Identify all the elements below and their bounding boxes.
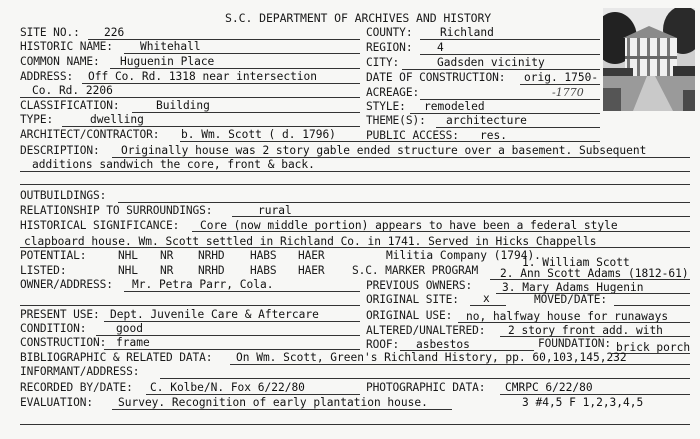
address-line-1	[82, 83, 360, 84]
outbuildings-label: OUTBUILDINGS:	[20, 189, 107, 202]
recorded-by-label: RECORDED BY/DATE:	[20, 381, 133, 394]
common-name-value: Huguenin Place	[120, 55, 215, 68]
significance-value-2: clapboard house. Wm. Scott settled in Richland Co. in 1741. Served in Hicks Chappells	[24, 235, 597, 248]
historic-name-label: HISTORIC NAME:	[20, 40, 113, 53]
potential-habs: HABS	[250, 249, 277, 262]
house-photo	[603, 8, 695, 111]
foundation-value: brick porch	[616, 341, 691, 354]
bibliographic-line	[230, 364, 690, 365]
listed-haer: HAER	[298, 264, 325, 277]
address-value-2: Co. Rd. 2206	[32, 84, 113, 97]
common-name-label: COMMON NAME:	[20, 55, 100, 68]
significance-value-3: Militia Company (1794).	[386, 249, 541, 262]
classification-value: Building	[156, 99, 210, 112]
site-no-value: 226	[104, 26, 125, 39]
card-header: S.C. DEPARTMENT OF ARCHIVES AND HISTORY	[225, 11, 492, 25]
significance-line-1	[192, 231, 690, 232]
moved-date-label: MOVED/DATE:	[534, 293, 607, 306]
themes-label: THEME(S):	[366, 114, 426, 127]
address-line-2	[20, 97, 360, 98]
description-line-2	[20, 171, 690, 172]
public-access-label: PUBLIC ACCESS:	[366, 129, 459, 142]
previous-owner-1: 1. William Scott	[522, 256, 630, 269]
architect-label: ARCHITECT/CONTRACTOR:	[20, 128, 160, 141]
listed-nrhd: NRHD	[198, 264, 225, 277]
region-label: REGION:	[366, 41, 413, 54]
classification-label: CLASSIFICATION:	[20, 99, 120, 112]
county-value: Richland	[440, 26, 494, 39]
previous-owners-label: PREVIOUS OWNERS:	[366, 279, 473, 292]
original-site-line	[470, 305, 506, 306]
evaluation-value: Survey. Recognition of early plantation house.	[118, 396, 428, 409]
original-use-label: ORIGINAL USE:	[366, 309, 453, 322]
listed-label: LISTED:	[20, 264, 67, 277]
present-use-label: PRESENT USE:	[20, 308, 100, 321]
themes-value: architecture	[446, 114, 527, 127]
altered-label: ALTERED/UNALTERED:	[366, 324, 486, 337]
region-line	[420, 54, 600, 55]
date-construction-line	[520, 84, 600, 85]
roof-label: ROOF:	[366, 338, 400, 351]
architect-access-line	[180, 141, 600, 142]
historic-name-line	[124, 53, 360, 54]
type-label: TYPE:	[20, 113, 54, 126]
type-value: dwelling	[90, 113, 144, 126]
photographic-data-line	[500, 394, 690, 395]
city-value: Gadsden vicinity	[437, 56, 545, 69]
evaluation-line	[112, 409, 452, 410]
bibliographic-label: BIBLIOGRAPHIC & RELATED DATA:	[20, 351, 213, 364]
common-name-line	[110, 68, 360, 69]
construction-label: CONSTRUCTION:	[20, 336, 107, 349]
foundation-label: FOUNDATION:	[538, 337, 611, 350]
owner-extra-line	[20, 305, 360, 306]
altered-value: 2 story front add. with	[508, 324, 663, 337]
bottom-line	[20, 424, 690, 425]
listed-nr: NR	[160, 264, 174, 277]
significance-label: HISTORICAL SIGNIFICANCE:	[20, 219, 180, 232]
relationship-label: RELATIONSHIP TO SURROUNDINGS:	[20, 204, 213, 217]
informant-line	[160, 378, 690, 379]
site-no-line	[88, 39, 360, 40]
address-label: ADDRESS:	[20, 70, 74, 83]
date-handwritten-note: -1770	[552, 86, 584, 99]
potential-nhl: NHL	[118, 249, 138, 262]
listed-nhl: NHL	[118, 264, 138, 277]
city-line	[402, 69, 600, 70]
original-site-label: ORIGINAL SITE:	[366, 293, 459, 306]
description-value-2: additions sandwich the core, front & back.	[32, 158, 315, 171]
photo-reference: 3 #4,5 F 1,2,3,4,5	[522, 396, 644, 409]
city-label: CITY:	[366, 56, 400, 69]
themes-line	[436, 127, 600, 128]
marker-program-label: S.C. MARKER PROGRAM	[352, 264, 479, 277]
type-line	[62, 126, 360, 127]
public-access-value: res.	[480, 129, 507, 142]
date-construction-value: orig. 1750-	[524, 71, 599, 84]
site-no-label: SITE NO.:	[20, 26, 80, 39]
construction-value: frame	[116, 336, 150, 349]
description-line-3	[20, 184, 690, 185]
acreage-label: ACREAGE:	[366, 86, 420, 99]
photographic-data-value: CMRPC 6/22/80	[505, 381, 593, 394]
recorded-by-value: C. Kolbe/N. Fox 6/22/80	[150, 381, 305, 394]
architect-value: b. Wm. Scott ( d. 1796)	[181, 128, 336, 141]
informant-label: INFORMANT/ADDRESS:	[20, 365, 140, 378]
potential-haer: HAER	[298, 249, 325, 262]
outbuildings-line	[118, 202, 690, 203]
original-site-value: x	[483, 292, 490, 305]
owner-address-label: OWNER/ADDRESS:	[20, 278, 113, 291]
evaluation-label: EVALUATION:	[20, 396, 93, 409]
potential-label: POTENTIAL:	[20, 249, 87, 262]
owner-address-value: Mr. Petra Parr, Cola.	[132, 278, 274, 291]
style-value: remodeled	[424, 100, 485, 113]
address-value-1: Off Co. Rd. 1318 near intersection	[88, 70, 318, 83]
description-value-1: Originally house was 2 story gable ended structure over a basement. Subsequent	[121, 144, 647, 157]
relationship-value: rural	[258, 204, 292, 217]
relationship-line	[232, 216, 690, 217]
county-line	[420, 39, 600, 40]
significance-value-1: Core (now middle portion) appears to have been a federal style	[200, 219, 618, 232]
description-label: DESCRIPTION:	[20, 144, 100, 157]
owner-address-line	[124, 291, 360, 292]
style-label: STYLE:	[366, 100, 406, 113]
present-use-value: Dept. Juvenile Care & Aftercare	[110, 308, 319, 321]
previous-owner-3: 3. Mary Adams Hugenin	[502, 281, 644, 294]
date-construction-label: DATE OF CONSTRUCTION:	[366, 71, 506, 84]
classification-line	[132, 112, 360, 113]
original-use-line	[458, 322, 690, 323]
condition-label: CONDITION:	[20, 322, 87, 335]
previous-owner-2: 2. Ann Scott Adams (1812-61)	[500, 267, 689, 280]
county-label: COUNTY:	[366, 26, 413, 39]
previous-owner-line-2	[490, 279, 690, 280]
photographic-data-label: PHOTOGRAPHIC DATA:	[366, 381, 486, 394]
potential-nr: NR	[160, 249, 174, 262]
recorded-by-line	[146, 394, 360, 395]
moved-date-line	[614, 305, 690, 306]
bibliographic-value: On Wm. Scott, Green's Richland History, pp. 60,103,145,232	[236, 351, 627, 364]
roof-value: asbestos	[416, 338, 470, 351]
potential-nrhd: NRHD	[198, 249, 225, 262]
construction-line	[104, 349, 360, 350]
original-use-value: no, halfway house for runaways	[466, 310, 669, 323]
plantation-house-image	[603, 8, 695, 111]
condition-value: good	[116, 322, 143, 335]
historic-name-value: Whitehall	[140, 40, 201, 53]
listed-habs: HABS	[250, 264, 277, 277]
significance-line-2	[20, 247, 690, 248]
region-value: 4	[437, 41, 444, 54]
